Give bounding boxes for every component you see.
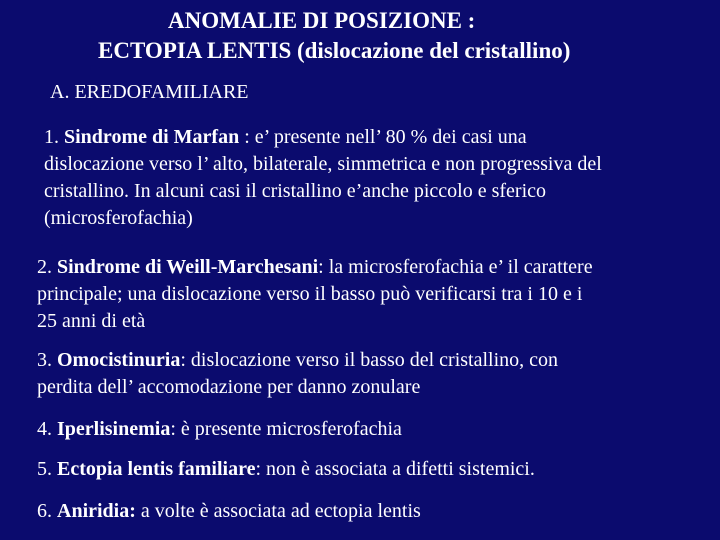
item-number: 4. xyxy=(37,418,52,440)
list-item-ectopia-familiare xyxy=(37,456,535,483)
item-term: Omocistinuria xyxy=(57,349,181,371)
item-text: cristallino. In alcuni casi il cristallino e’anche piccolo e sferico xyxy=(44,180,547,202)
item-first-line xyxy=(37,498,421,525)
item-term: Sindrome di Marfan xyxy=(64,126,240,148)
item-text: a volte è associata ad ectopia lentis xyxy=(135,500,421,522)
item-text: perdita dell’ accomodazione per danno zonulare xyxy=(37,376,421,398)
item-term: Sindrome di Weill-Marchesani xyxy=(57,256,319,278)
item-number: 5. xyxy=(37,458,52,480)
section-heading: A. EREDOFAMILIARE xyxy=(50,81,249,103)
item-text: principale; una dislocazione verso il basso può verificarsi tra i 10 e i xyxy=(37,283,583,305)
item-number: 6. xyxy=(37,500,52,522)
list-item-omocistinuria xyxy=(37,347,558,401)
title-line-1: ANOMALIE DI POSIZIONE : xyxy=(168,8,476,33)
item-text: : la microsferofachia e’ il carattere xyxy=(318,256,593,278)
title-line-2: ECTOPIA LENTIS (dislocazione del cristallino) xyxy=(98,38,571,63)
item-term: Ectopia lentis familiare xyxy=(57,458,256,480)
item-text: : non è associata a difetti sistemici. xyxy=(255,458,535,480)
item-first-line xyxy=(37,347,558,374)
item-number: 3. xyxy=(37,349,52,371)
item-first-line xyxy=(37,254,593,281)
item-text: 25 anni di età xyxy=(37,310,146,332)
item-text: (microsferofachia) xyxy=(44,207,193,229)
item-text: : dislocazione verso il basso del cristallino, con xyxy=(180,349,559,371)
item-number: 2. xyxy=(37,256,52,278)
item-text: : e’ presente nell’ 80 % dei casi una xyxy=(239,126,527,148)
item-term: Iperlisinemia xyxy=(57,418,171,440)
list-item-marfan xyxy=(44,124,602,232)
list-item-iperlisinemia xyxy=(37,416,402,443)
item-term: Aniridia: xyxy=(57,500,136,522)
list-item-weill-marchesani xyxy=(37,254,593,335)
item-first-line xyxy=(37,456,535,483)
list-item-aniridia xyxy=(37,498,421,525)
item-first-line xyxy=(37,416,402,443)
item-number: 1. xyxy=(44,126,59,148)
item-text: dislocazione verso l’ alto, bilaterale, simmetrica e non progressiva del xyxy=(44,153,602,175)
item-text: : è presente microsferofachia xyxy=(170,418,402,440)
slide-title xyxy=(0,6,720,66)
item-first-line xyxy=(44,124,602,151)
